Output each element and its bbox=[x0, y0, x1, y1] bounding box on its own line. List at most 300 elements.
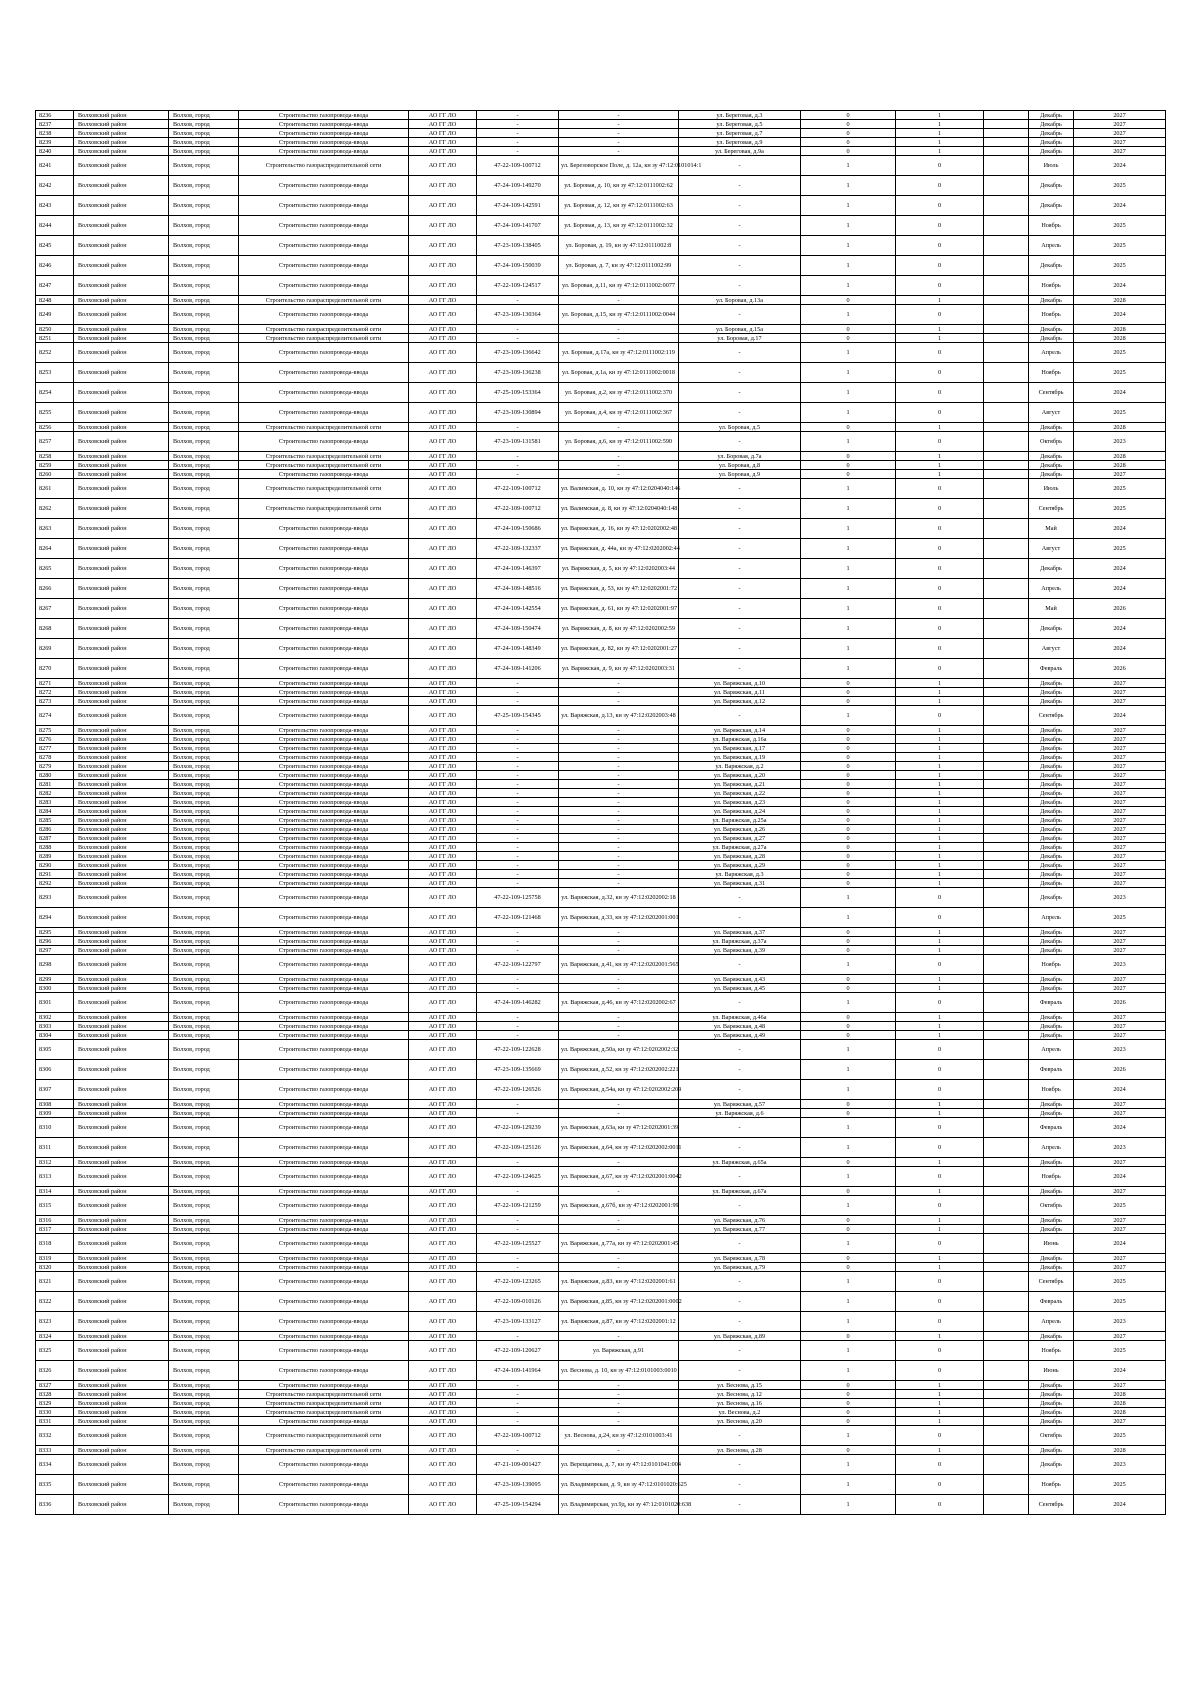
cell-year: 2025 bbox=[1074, 1292, 1166, 1312]
cell-month: Декабрь bbox=[1029, 975, 1074, 984]
cell-contractor: АО ГГ ЛО bbox=[409, 937, 477, 946]
cell-contractor: АО ГГ ЛО bbox=[409, 296, 477, 305]
cell-empty bbox=[984, 1417, 1029, 1426]
cell-address-cadastral: ул. Варяжская, д.32, кн зу 47:12:0202002:18 bbox=[559, 888, 679, 908]
cell-address-cadastral: ул. Варяжская, д. 5, кн зу 47:12:0202003:44 bbox=[559, 559, 679, 579]
cell-count-2: 1 bbox=[896, 1390, 984, 1399]
cell-application-number: - bbox=[477, 1332, 559, 1341]
cell-count-2: 1 bbox=[896, 861, 984, 870]
cell-district: Волховский район bbox=[74, 1040, 169, 1060]
cell-work-type: Строительство газопровода-ввода bbox=[239, 1013, 409, 1022]
cell-count-2: 0 bbox=[896, 383, 984, 403]
cell-address-cadastral: ул. Варяжская, д.67б, кн зу 47:12:0202001:99 bbox=[559, 1196, 679, 1216]
cell-contractor: АО ГГ ЛО bbox=[409, 452, 477, 461]
cell-address: ул. Варяжская, д.3 bbox=[679, 870, 801, 879]
cell-row-number: 8250 bbox=[36, 325, 74, 334]
cell-work-type: Строительство газораспределительной сети bbox=[239, 423, 409, 432]
cell-empty bbox=[984, 111, 1029, 120]
cell-row-number: 8251 bbox=[36, 334, 74, 343]
cell-contractor: АО ГГ ЛО bbox=[409, 984, 477, 993]
cell-address-cadastral: ул. Валимская, д. 8, кн зу 47:12:0204040:148 bbox=[559, 499, 679, 519]
cell-address: - bbox=[679, 1292, 801, 1312]
cell-work-type: Строительство газопровода-ввода bbox=[239, 1475, 409, 1495]
cell-empty bbox=[984, 1312, 1029, 1332]
cell-empty bbox=[984, 432, 1029, 452]
cell-year: 2027 bbox=[1074, 975, 1166, 984]
cell-settlement: Волхов, город bbox=[169, 1341, 239, 1361]
cell-row-number: 8276 bbox=[36, 735, 74, 744]
cell-district: Волховский район bbox=[74, 888, 169, 908]
cell-settlement: Волхов, город bbox=[169, 1167, 239, 1187]
cell-empty bbox=[984, 735, 1029, 744]
cell-contractor: АО ГГ ЛО bbox=[409, 1292, 477, 1312]
cell-address: ул. Боровая, д.17 bbox=[679, 334, 801, 343]
cell-empty bbox=[984, 1040, 1029, 1060]
table-row bbox=[36, 325, 1166, 334]
cell-address: - bbox=[679, 908, 801, 928]
cell-district: Волховский район bbox=[74, 1495, 169, 1515]
cell-address: - bbox=[679, 1455, 801, 1475]
cell-application-number: - bbox=[477, 984, 559, 993]
cell-settlement: Волхов, город bbox=[169, 519, 239, 539]
table-row bbox=[36, 1080, 1166, 1100]
cell-district: Волховский район bbox=[74, 753, 169, 762]
cell-month: Декабрь bbox=[1029, 1263, 1074, 1272]
cell-contractor: АО ГГ ЛО bbox=[409, 1109, 477, 1118]
cell-count-2: 1 bbox=[896, 834, 984, 843]
table-row bbox=[36, 1109, 1166, 1118]
cell-count-1: 0 bbox=[801, 807, 896, 816]
cell-address: - bbox=[679, 559, 801, 579]
cell-address: ул. Варяжская, д.89 bbox=[679, 1332, 801, 1341]
cell-work-type: Строительство газопровода-ввода bbox=[239, 735, 409, 744]
cell-work-type: Строительство газопровода-ввода bbox=[239, 138, 409, 147]
cell-empty bbox=[984, 679, 1029, 688]
cell-settlement: Волхов, город bbox=[169, 852, 239, 861]
cell-count-2: 1 bbox=[896, 334, 984, 343]
cell-month: Декабрь bbox=[1029, 196, 1074, 216]
cell-address-cadastral: ул. Варяжская, д. 8, кн зу 47:12:0202002:59 bbox=[559, 619, 679, 639]
cell-work-type: Строительство газопровода-ввода bbox=[239, 1495, 409, 1515]
cell-empty bbox=[984, 1475, 1029, 1495]
cell-district: Волховский район bbox=[74, 1417, 169, 1426]
cell-count-2: 0 bbox=[896, 1234, 984, 1254]
cell-month: Декабрь bbox=[1029, 1254, 1074, 1263]
cell-month: Декабрь bbox=[1029, 726, 1074, 735]
cell-count-1: 0 bbox=[801, 325, 896, 334]
cell-settlement: Волхов, город bbox=[169, 861, 239, 870]
cell-empty bbox=[984, 807, 1029, 816]
cell-contractor: АО ГГ ЛО bbox=[409, 688, 477, 697]
cell-work-type: Строительство газопровода-ввода bbox=[239, 843, 409, 852]
cell-district: Волховский район bbox=[74, 432, 169, 452]
cell-work-type: Строительство газопровода-ввода bbox=[239, 780, 409, 789]
cell-year: 2028 bbox=[1074, 461, 1166, 470]
cell-count-1: 0 bbox=[801, 688, 896, 697]
cell-address-cadastral: ул. Верещагина, д. 7, кн зу 47:12:0101041:004 bbox=[559, 1455, 679, 1475]
cell-count-1: 1 bbox=[801, 216, 896, 236]
cell-application-number: 47-22-109-124517 bbox=[477, 276, 559, 296]
cell-month: Февраль bbox=[1029, 659, 1074, 679]
cell-settlement: Волхов, город bbox=[169, 1138, 239, 1158]
cell-address-cadastral: - bbox=[559, 789, 679, 798]
cell-district: Волховский район bbox=[74, 196, 169, 216]
cell-count-1: 1 bbox=[801, 1292, 896, 1312]
cell-contractor: АО ГГ ЛО bbox=[409, 679, 477, 688]
cell-district: Волховский район bbox=[74, 975, 169, 984]
cell-month: Декабрь bbox=[1029, 816, 1074, 825]
cell-empty bbox=[984, 1216, 1029, 1225]
table-row bbox=[36, 908, 1166, 928]
cell-count-2: 0 bbox=[896, 1361, 984, 1381]
cell-work-type: Строительство газораспределительной сети bbox=[239, 499, 409, 519]
cell-empty bbox=[984, 659, 1029, 679]
cell-settlement: Волхов, город bbox=[169, 688, 239, 697]
table-row bbox=[36, 305, 1166, 325]
cell-month: Декабрь bbox=[1029, 984, 1074, 993]
cell-address-cadastral: - bbox=[559, 735, 679, 744]
cell-contractor: АО ГГ ЛО bbox=[409, 120, 477, 129]
cell-count-1: 0 bbox=[801, 928, 896, 937]
cell-year: 2024 bbox=[1074, 579, 1166, 599]
cell-settlement: Волхов, город bbox=[169, 1118, 239, 1138]
cell-address: ул. Варяжская, д.37а bbox=[679, 937, 801, 946]
cell-count-1: 0 bbox=[801, 825, 896, 834]
cell-district: Волховский район bbox=[74, 807, 169, 816]
cell-count-2: 1 bbox=[896, 423, 984, 432]
cell-count-2: 0 bbox=[896, 305, 984, 325]
table-row bbox=[36, 519, 1166, 539]
cell-address-cadastral: - bbox=[559, 744, 679, 753]
cell-application-number: 47-23-109-133127 bbox=[477, 1312, 559, 1332]
cell-contractor: АО ГГ ЛО bbox=[409, 147, 477, 156]
cell-count-1: 0 bbox=[801, 1013, 896, 1022]
cell-row-number: 8309 bbox=[36, 1109, 74, 1118]
cell-address: ул. Варяжская, д.29 bbox=[679, 861, 801, 870]
cell-year: 2025 bbox=[1074, 176, 1166, 196]
cell-contractor: АО ГГ ЛО bbox=[409, 955, 477, 975]
cell-count-1: 1 bbox=[801, 599, 896, 619]
cell-settlement: Волхов, город bbox=[169, 196, 239, 216]
cell-work-type: Строительство газопровода-ввода bbox=[239, 1158, 409, 1167]
cell-address-cadastral: - bbox=[559, 975, 679, 984]
cell-address-cadastral: ул. Варяжская, д.64, кн зу 47:12:0202002:0011 bbox=[559, 1138, 679, 1158]
cell-settlement: Волхов, город bbox=[169, 1381, 239, 1390]
cell-row-number: 8246 bbox=[36, 256, 74, 276]
cell-year: 2028 bbox=[1074, 325, 1166, 334]
cell-month: Декабрь bbox=[1029, 843, 1074, 852]
cell-settlement: Волхов, город bbox=[169, 1390, 239, 1399]
cell-row-number: 8293 bbox=[36, 888, 74, 908]
cell-settlement: Волхов, город bbox=[169, 697, 239, 706]
cell-contractor: АО ГГ ЛО bbox=[409, 619, 477, 639]
cell-count-2: 1 bbox=[896, 843, 984, 852]
cell-work-type: Строительство газопровода-ввода bbox=[239, 111, 409, 120]
cell-address-cadastral: - bbox=[559, 834, 679, 843]
cell-address-cadastral: ул. Варяжская, д. 44а, кн зу 47:12:0202002:44 bbox=[559, 539, 679, 559]
cell-address: - bbox=[679, 1138, 801, 1158]
cell-year: 2027 bbox=[1074, 1225, 1166, 1234]
cell-count-2: 1 bbox=[896, 1254, 984, 1263]
cell-count-1: 1 bbox=[801, 993, 896, 1013]
cell-work-type: Строительство газопровода-ввода bbox=[239, 771, 409, 780]
cell-district: Волховский район bbox=[74, 129, 169, 138]
cell-count-1: 0 bbox=[801, 861, 896, 870]
cell-work-type: Строительство газопровода-ввода bbox=[239, 276, 409, 296]
cell-count-2: 1 bbox=[896, 1446, 984, 1455]
cell-work-type: Строительство газопровода-ввода bbox=[239, 383, 409, 403]
cell-contractor: АО ГГ ЛО bbox=[409, 744, 477, 753]
cell-year: 2023 bbox=[1074, 1455, 1166, 1475]
cell-application-number: 47-23-109-135669 bbox=[477, 1060, 559, 1080]
cell-month: Ноябрь bbox=[1029, 955, 1074, 975]
table-row bbox=[36, 744, 1166, 753]
cell-empty bbox=[984, 1196, 1029, 1216]
cell-row-number: 8279 bbox=[36, 762, 74, 771]
cell-settlement: Волхов, город bbox=[169, 176, 239, 196]
cell-month: Декабрь bbox=[1029, 852, 1074, 861]
cell-count-1: 0 bbox=[801, 1225, 896, 1234]
cell-settlement: Волхов, город bbox=[169, 744, 239, 753]
cell-row-number: 8304 bbox=[36, 1031, 74, 1040]
cell-year: 2027 bbox=[1074, 753, 1166, 762]
cell-address: - bbox=[679, 1341, 801, 1361]
cell-contractor: АО ГГ ЛО bbox=[409, 216, 477, 236]
cell-address: - bbox=[679, 276, 801, 296]
cell-count-1: 1 bbox=[801, 196, 896, 216]
table-row bbox=[36, 432, 1166, 452]
cell-count-2: 1 bbox=[896, 1031, 984, 1040]
cell-year: 2024 bbox=[1074, 383, 1166, 403]
cell-application-number: - bbox=[477, 852, 559, 861]
cell-contractor: АО ГГ ЛО bbox=[409, 975, 477, 984]
cell-empty bbox=[984, 1022, 1029, 1031]
cell-address-cadastral: ул. Варяжская, д.87, кн зу 47:12:0202001:12 bbox=[559, 1312, 679, 1332]
cell-contractor: АО ГГ ЛО bbox=[409, 1022, 477, 1031]
cell-district: Волховский район bbox=[74, 1158, 169, 1167]
cell-empty bbox=[984, 236, 1029, 256]
cell-contractor: АО ГГ ЛО bbox=[409, 1263, 477, 1272]
cell-year: 2028 bbox=[1074, 1390, 1166, 1399]
cell-address: - bbox=[679, 539, 801, 559]
table-row bbox=[36, 1040, 1166, 1060]
cell-address: - bbox=[679, 432, 801, 452]
cell-application-number: 47-23-109-136642 bbox=[477, 343, 559, 363]
cell-row-number: 8274 bbox=[36, 706, 74, 726]
cell-address-cadastral: - bbox=[559, 138, 679, 147]
cell-settlement: Волхов, город bbox=[169, 129, 239, 138]
cell-address-cadastral: - bbox=[559, 688, 679, 697]
cell-address-cadastral: ул. Варяжская, д.50а, кн зу 47:12:0202002:32 bbox=[559, 1040, 679, 1060]
cell-month: Ноябрь bbox=[1029, 216, 1074, 236]
cell-contractor: АО ГГ ЛО bbox=[409, 176, 477, 196]
cell-count-2: 0 bbox=[896, 1040, 984, 1060]
cell-month: Декабрь bbox=[1029, 697, 1074, 706]
cell-contractor: АО ГГ ЛО bbox=[409, 129, 477, 138]
cell-year: 2027 bbox=[1074, 1332, 1166, 1341]
cell-address-cadastral: - bbox=[559, 879, 679, 888]
cell-count-2: 1 bbox=[896, 753, 984, 762]
cell-settlement: Волхов, город bbox=[169, 403, 239, 423]
cell-work-type: Строительство газопровода-ввода bbox=[239, 762, 409, 771]
cell-year: 2024 bbox=[1074, 1495, 1166, 1515]
table-row bbox=[36, 1022, 1166, 1031]
cell-address-cadastral: - bbox=[559, 1158, 679, 1167]
cell-empty bbox=[984, 1495, 1029, 1515]
cell-contractor: АО ГГ ЛО bbox=[409, 1426, 477, 1446]
table-row bbox=[36, 1060, 1166, 1080]
cell-empty bbox=[984, 1138, 1029, 1158]
cell-count-1: 1 bbox=[801, 403, 896, 423]
table-row bbox=[36, 1225, 1166, 1234]
cell-count-2: 0 bbox=[896, 276, 984, 296]
cell-count-1: 1 bbox=[801, 383, 896, 403]
cell-empty bbox=[984, 196, 1029, 216]
cell-contractor: АО ГГ ЛО bbox=[409, 639, 477, 659]
cell-address: ул. Варяжская, д.11 bbox=[679, 688, 801, 697]
cell-year: 2027 bbox=[1074, 147, 1166, 156]
cell-year: 2024 bbox=[1074, 1361, 1166, 1381]
cell-settlement: Волхов, город bbox=[169, 946, 239, 955]
cell-row-number: 8237 bbox=[36, 120, 74, 129]
cell-work-type: Строительство газопровода-ввода bbox=[239, 679, 409, 688]
cell-contractor: АО ГГ ЛО bbox=[409, 1254, 477, 1263]
cell-year: 2027 bbox=[1074, 1158, 1166, 1167]
cell-settlement: Волхов, город bbox=[169, 296, 239, 305]
cell-address: ул. Варяжская, д.25а bbox=[679, 816, 801, 825]
cell-row-number: 8288 bbox=[36, 843, 74, 852]
cell-row-number: 8252 bbox=[36, 343, 74, 363]
cell-settlement: Волхов, город bbox=[169, 1475, 239, 1495]
cell-work-type: Строительство газопровода-ввода bbox=[239, 744, 409, 753]
cell-count-2: 1 bbox=[896, 1109, 984, 1118]
cell-month: Декабрь bbox=[1029, 1408, 1074, 1417]
cell-count-1: 1 bbox=[801, 1138, 896, 1158]
cell-count-2: 0 bbox=[896, 156, 984, 176]
cell-year: 2027 bbox=[1074, 825, 1166, 834]
cell-district: Волховский район bbox=[74, 519, 169, 539]
cell-month: Декабрь bbox=[1029, 735, 1074, 744]
cell-month: Декабрь bbox=[1029, 461, 1074, 470]
cell-empty bbox=[984, 852, 1029, 861]
cell-address-cadastral: - bbox=[559, 470, 679, 479]
table-row bbox=[36, 296, 1166, 305]
cell-contractor: АО ГГ ЛО bbox=[409, 993, 477, 1013]
cell-settlement: Волхов, город bbox=[169, 147, 239, 156]
cell-year: 2025 bbox=[1074, 539, 1166, 559]
cell-settlement: Волхов, город bbox=[169, 1060, 239, 1080]
cell-count-1: 0 bbox=[801, 843, 896, 852]
cell-district: Волховский район bbox=[74, 984, 169, 993]
cell-settlement: Волхов, город bbox=[169, 216, 239, 236]
cell-district: Волховский район bbox=[74, 343, 169, 363]
cell-application-number: - bbox=[477, 1263, 559, 1272]
table-row bbox=[36, 156, 1166, 176]
cell-address: - bbox=[679, 1361, 801, 1381]
cell-contractor: АО ГГ ЛО bbox=[409, 762, 477, 771]
cell-row-number: 8324 bbox=[36, 1332, 74, 1341]
cell-count-1: 0 bbox=[801, 834, 896, 843]
cell-count-1: 0 bbox=[801, 1187, 896, 1196]
cell-year: 2027 bbox=[1074, 771, 1166, 780]
cell-settlement: Волхов, город bbox=[169, 825, 239, 834]
cell-district: Волховский район bbox=[74, 659, 169, 679]
cell-row-number: 8253 bbox=[36, 363, 74, 383]
cell-row-number: 8268 bbox=[36, 619, 74, 639]
cell-count-2: 1 bbox=[896, 470, 984, 479]
cell-settlement: Волхов, город bbox=[169, 955, 239, 975]
cell-row-number: 8310 bbox=[36, 1118, 74, 1138]
cell-empty bbox=[984, 888, 1029, 908]
cell-application-number: - bbox=[477, 789, 559, 798]
cell-work-type: Строительство газопровода-ввода bbox=[239, 1272, 409, 1292]
cell-work-type: Строительство газораспределительной сети bbox=[239, 1446, 409, 1455]
cell-address: ул. Варяжская, д.27а bbox=[679, 843, 801, 852]
cell-address-cadastral: ул. Варяжская, д.33, кн зу 47:12:0202001:001 bbox=[559, 908, 679, 928]
cell-year: 2025 bbox=[1074, 499, 1166, 519]
cell-district: Волховский район bbox=[74, 1138, 169, 1158]
cell-settlement: Волхов, город bbox=[169, 816, 239, 825]
cell-work-type: Строительство газопровода-ввода bbox=[239, 1100, 409, 1109]
cell-month: Май bbox=[1029, 519, 1074, 539]
cell-empty bbox=[984, 138, 1029, 147]
cell-address: - bbox=[679, 363, 801, 383]
cell-count-1: 0 bbox=[801, 975, 896, 984]
cell-count-2: 0 bbox=[896, 1341, 984, 1361]
cell-empty bbox=[984, 789, 1029, 798]
cell-contractor: АО ГГ ЛО bbox=[409, 236, 477, 256]
cell-contractor: АО ГГ ЛО bbox=[409, 519, 477, 539]
cell-row-number: 8299 bbox=[36, 975, 74, 984]
cell-empty bbox=[984, 499, 1029, 519]
cell-empty bbox=[984, 771, 1029, 780]
table-body bbox=[36, 111, 1166, 1515]
table-row bbox=[36, 888, 1166, 908]
cell-month: Апрель bbox=[1029, 908, 1074, 928]
cell-contractor: АО ГГ ЛО bbox=[409, 383, 477, 403]
cell-empty bbox=[984, 619, 1029, 639]
cell-address-cadastral: - bbox=[559, 1022, 679, 1031]
cell-address: ул. Береговая, д.9а bbox=[679, 147, 801, 156]
cell-row-number: 8306 bbox=[36, 1060, 74, 1080]
cell-month: Апрель bbox=[1029, 236, 1074, 256]
cell-row-number: 8269 bbox=[36, 639, 74, 659]
cell-count-1: 1 bbox=[801, 1341, 896, 1361]
cell-work-type: Строительство газопровода-ввода bbox=[239, 470, 409, 479]
cell-count-2: 1 bbox=[896, 138, 984, 147]
cell-contractor: АО ГГ ЛО bbox=[409, 726, 477, 735]
cell-year: 2026 bbox=[1074, 1060, 1166, 1080]
cell-address-cadastral: - bbox=[559, 1381, 679, 1390]
cell-address: - bbox=[679, 659, 801, 679]
cell-month: Декабрь bbox=[1029, 807, 1074, 816]
cell-address: - bbox=[679, 993, 801, 1013]
table-row bbox=[36, 1292, 1166, 1312]
table-row bbox=[36, 1158, 1166, 1167]
cell-address-cadastral: ул. Боровая, д.1а, кн зу 47:12:0111002:0018 bbox=[559, 363, 679, 383]
cell-year: 2028 bbox=[1074, 296, 1166, 305]
cell-row-number: 8302 bbox=[36, 1013, 74, 1022]
cell-contractor: АО ГГ ЛО bbox=[409, 432, 477, 452]
table-row bbox=[36, 852, 1166, 861]
cell-address-cadastral: ул. Варяжская, д. 61, кн зу 47:12:0202001:97 bbox=[559, 599, 679, 619]
cell-work-type: Строительство газопровода-ввода bbox=[239, 1292, 409, 1312]
cell-empty bbox=[984, 762, 1029, 771]
cell-work-type: Строительство газопровода-ввода bbox=[239, 937, 409, 946]
cell-month: Декабрь bbox=[1029, 129, 1074, 138]
table-row bbox=[36, 688, 1166, 697]
cell-month: Октябрь bbox=[1029, 1196, 1074, 1216]
